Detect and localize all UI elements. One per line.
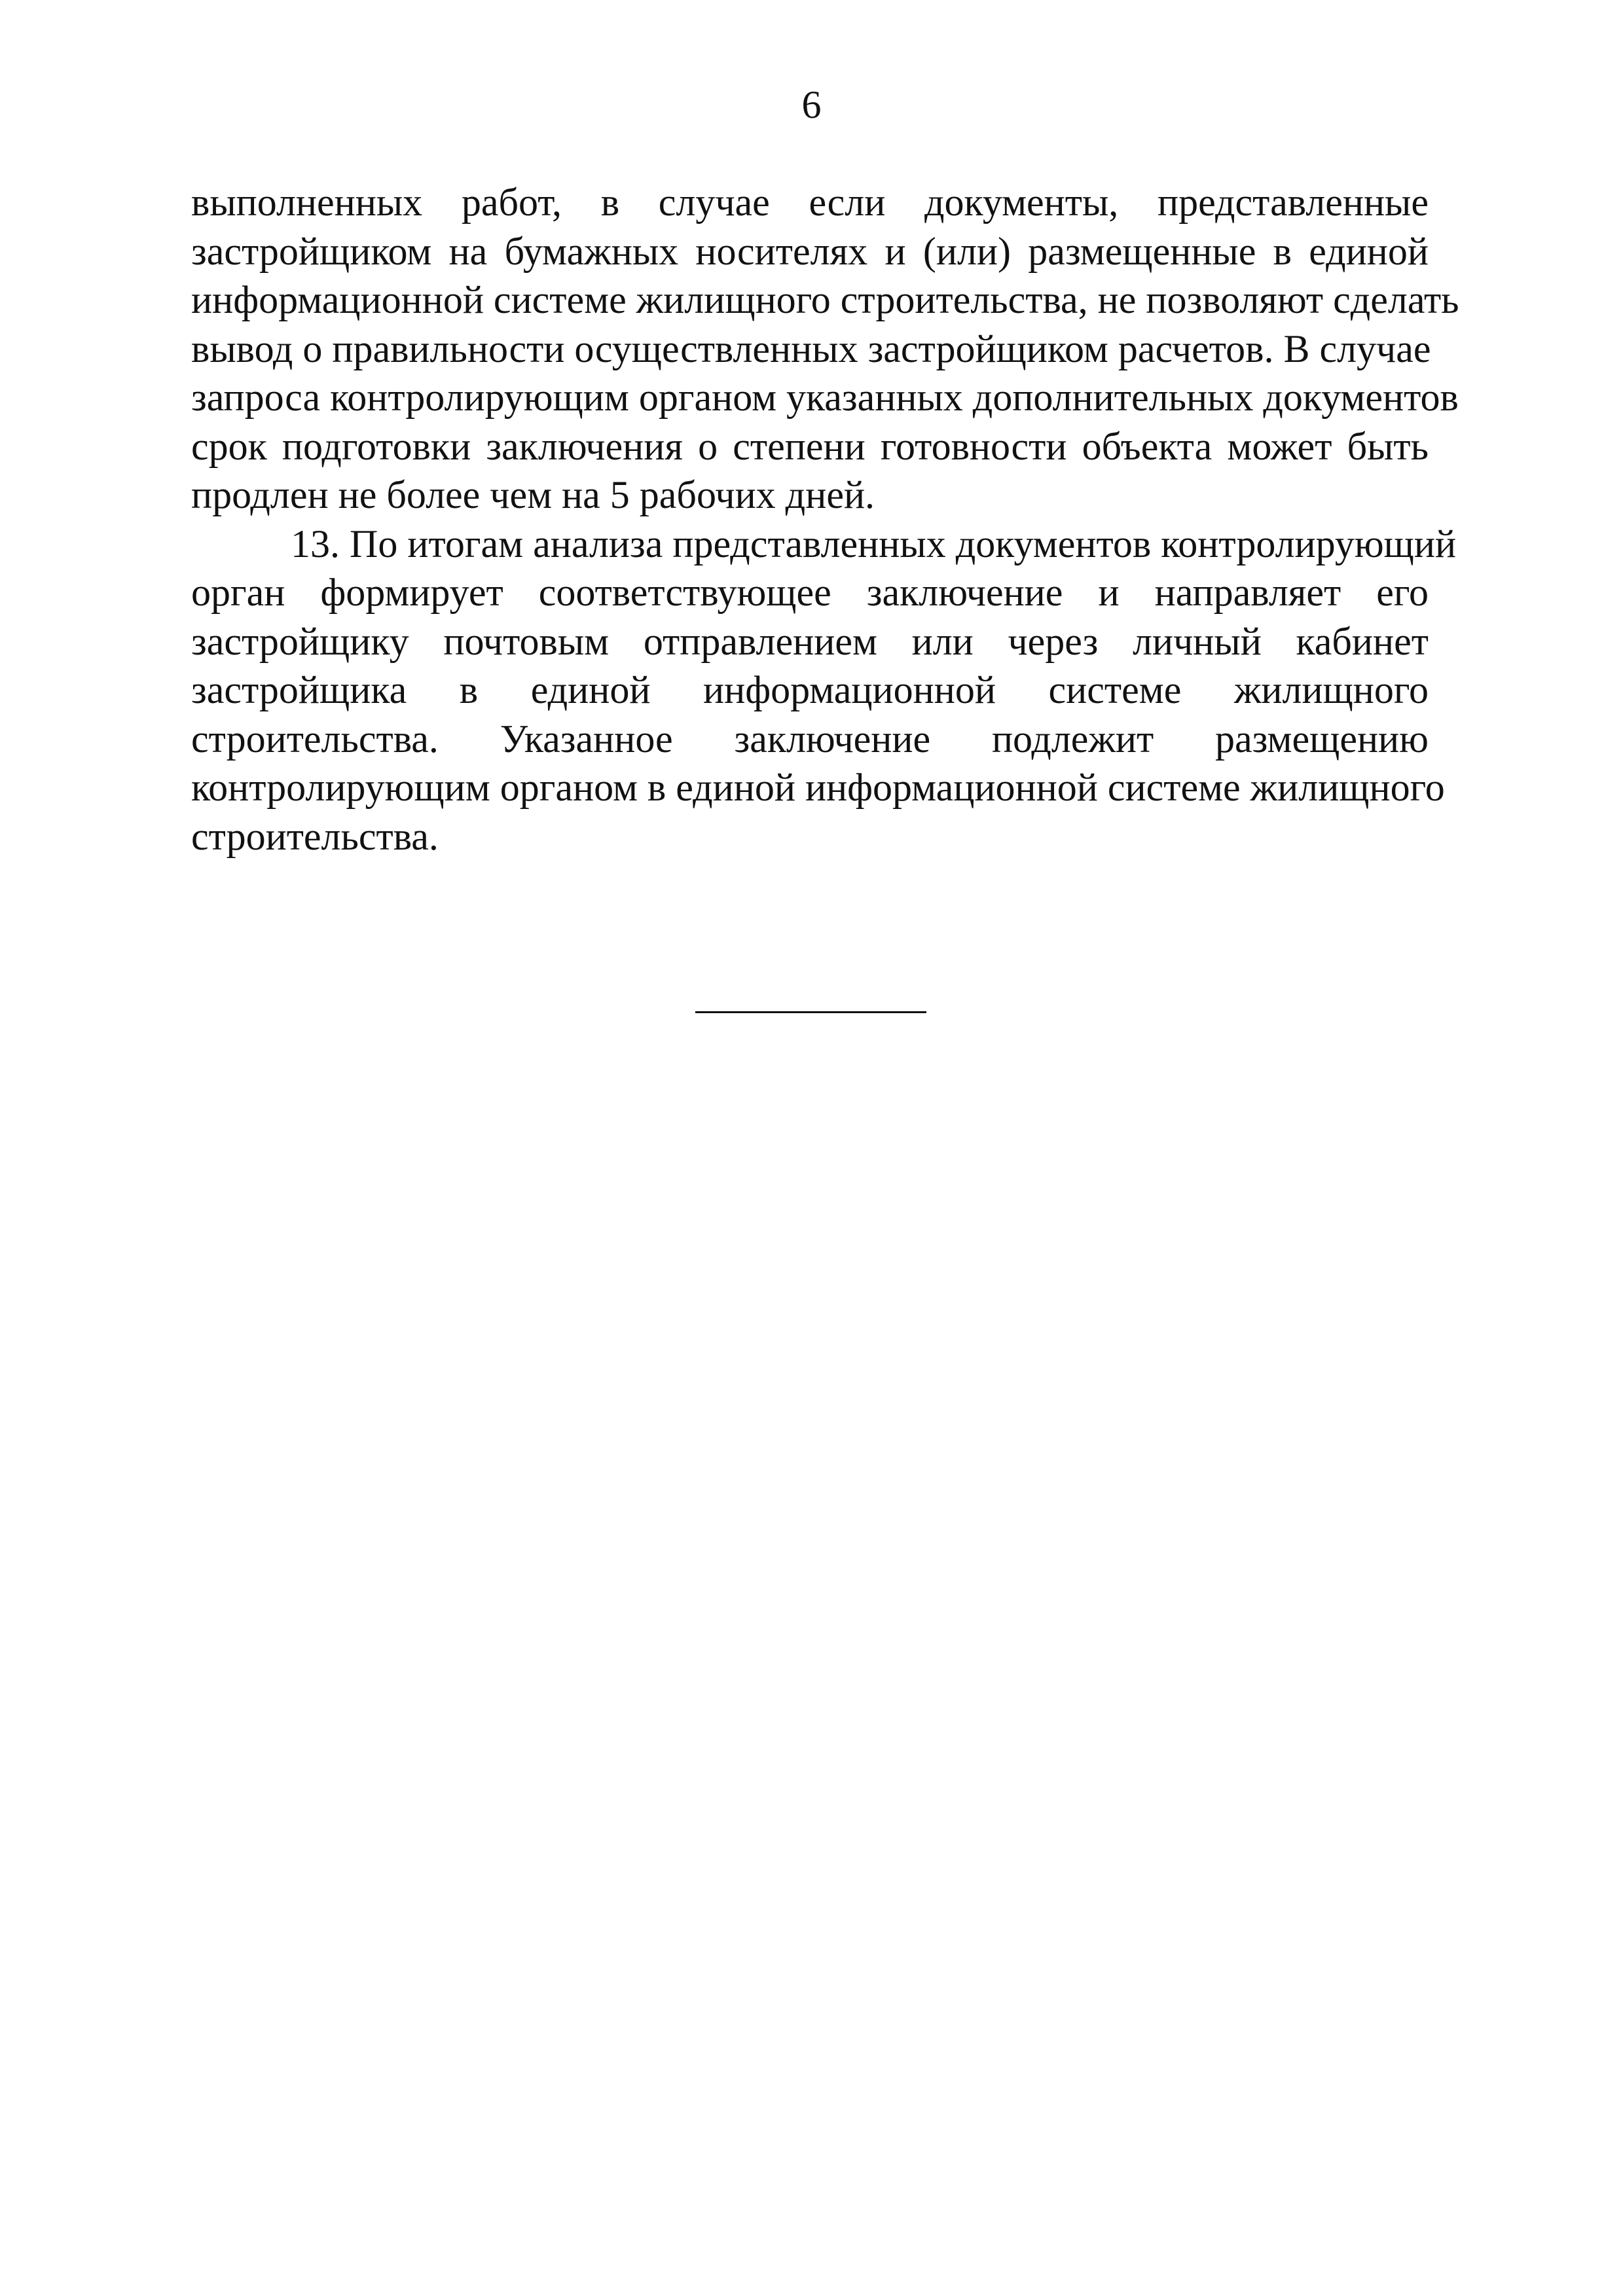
text-line: запроса контролирующим органом указанных дополнительных документов [191,376,1459,419]
text-line: застройщика в единой информационной системе жилищного [191,668,1429,711]
body-text [191,178,1459,861]
text-line: срок подготовки заключения о степени готовности объекта может быть [191,424,1429,468]
text-line: застройщиком на бумажных носителях и (или) размещенные в единой [191,229,1429,273]
end-of-document-rule [695,1011,926,1013]
page-number: 6 [801,83,822,126]
text-line: вывод о правильности осуществленных застройщиком расчетов. В случае [191,327,1431,370]
text-line: информационной системе жилищного строительства, не позволяют сделать [191,278,1459,321]
text-line: выполненных работ, в случае если документы, представленные [191,181,1429,224]
text-line: орган формирует соответствующее заключение и направляет его [191,571,1429,614]
text-line: продлен не более чем на 5 рабочих дней. [191,473,875,516]
text-line: контролирующим органом в единой информационной системе жилищного [191,766,1445,809]
text-line: застройщику почтовым отправлением или через личный кабинет [191,619,1429,663]
text-line: строительства. Указанное заключение подлежит размещению [191,717,1429,761]
text-line: строительства. [191,814,439,858]
paragraph-13-first-line: 13. По итогам анализа представленных документов контролирующий [291,522,1457,565]
